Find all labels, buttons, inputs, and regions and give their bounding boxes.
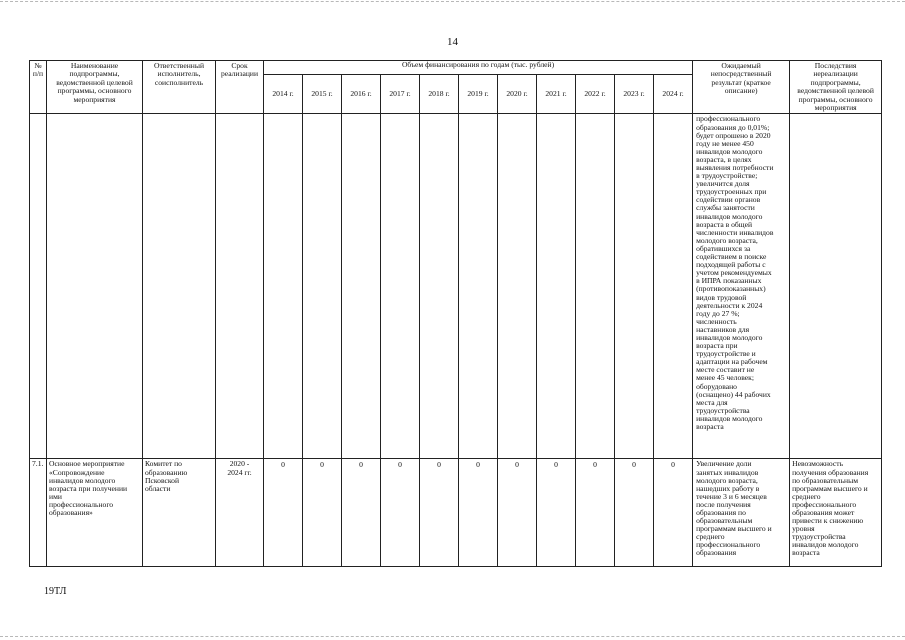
funding-value: 0 — [342, 459, 381, 567]
header-year: 2024 г. — [654, 74, 693, 114]
header-year: 2021 г. — [537, 74, 576, 114]
table-row — [30, 114, 882, 459]
continued-result-cell: профессионального образования до 0,01%; будет опрошено в 2020 году не менее 450 инвалидов молодого возраста, в целях выявления потребности в трудоустройстве; увеличится доля трудоустроенных при содействии органов службы занятости инвалидов молодого возраста в общей численности инвалидов молодого возраста, обратившихся за содействием в поиске подходящей работы с учетом рекомендуемых в ИПРА показанных (противопоказанных) видов трудовой деятельности к 2024 году до 27 %; численность наставников для инвалидов молодого возраста при трудоустройстве и адаптации на рабочем месте составит не менее 45 человек; оборудовано (оснащено) 44 рабочих места для трудоустройства инвалидов молодого возраста — [693, 114, 790, 459]
header-no: № п/п — [30, 61, 47, 114]
activity-name: Основное мероприятие «Сопровождение инвалидов молодого возраста при получении ими профессионального образования» — [47, 459, 143, 567]
activity-executor: Комитет по образованию Псковской области — [143, 459, 216, 567]
empty-cell — [47, 114, 143, 459]
funding-value: 0 — [498, 459, 537, 567]
page-top-edge — [0, 1, 905, 2]
header-year: 2016 г. — [342, 74, 381, 114]
empty-cell — [790, 114, 882, 459]
header-term: Срок реализации — [216, 61, 264, 114]
header-year: 2015 г. — [303, 74, 342, 114]
header-year: 2020 г. — [498, 74, 537, 114]
funding-value: 0 — [264, 459, 303, 567]
row-number: 7.1. — [30, 459, 47, 567]
funding-value: 0 — [576, 459, 615, 567]
empty-cell — [537, 114, 576, 459]
empty-cell — [654, 114, 693, 459]
funding-table — [29, 60, 882, 567]
page-bottom-edge — [0, 636, 905, 637]
expected-result: Увеличение доли занятых инвалидов молодого возраста, нашедших работу в течение 3 и 6 месяцев после получения образования по образовательным программам высшего и среднего профессионального образования — [693, 459, 790, 567]
header-name: Наименование подпрограммы, ведомственной целевой программы, основного мероприятия — [47, 61, 143, 114]
funding-value: 0 — [654, 459, 693, 567]
funding-value: 0 — [381, 459, 420, 567]
funding-value: 0 — [420, 459, 459, 567]
empty-cell — [576, 114, 615, 459]
empty-cell — [498, 114, 537, 459]
page-number: 14 — [447, 36, 458, 48]
empty-cell — [143, 114, 216, 459]
non-implementation-consequence: Невозможность получения образования по образовательным программам высшего и среднего профессионального образования может привести к снижению уровня трудоустройства инвалидов молодого возраста — [790, 459, 882, 567]
funding-value: 0 — [615, 459, 654, 567]
empty-cell — [381, 114, 420, 459]
header-funding-group: Объем финансирования по годам (тыс. рублей) — [264, 61, 693, 75]
header-year: 2019 г. — [459, 74, 498, 114]
funding-value: 0 — [459, 459, 498, 567]
header-consequence: Последствия нереализации подпрограммы, ведомственной целевой программы, основного мероприятия — [790, 61, 882, 114]
empty-cell — [303, 114, 342, 459]
header-year: 2014 г. — [264, 74, 303, 114]
header-year: 2017 г. — [381, 74, 420, 114]
funding-value: 0 — [303, 459, 342, 567]
empty-cell — [420, 114, 459, 459]
funding-value: 0 — [537, 459, 576, 567]
header-year: 2018 г. — [420, 74, 459, 114]
empty-cell — [216, 114, 264, 459]
empty-cell — [30, 114, 47, 459]
empty-cell — [264, 114, 303, 459]
header-executor: Ответственный исполнитель, соисполнитель — [143, 61, 216, 114]
table-row — [30, 459, 882, 567]
document-code: 19ТЛ — [44, 586, 67, 597]
empty-cell — [459, 114, 498, 459]
header-result: Ожидаемый непосредственный результат (краткое описание) — [693, 61, 790, 114]
activity-term: 2020 - 2024 гг. — [216, 459, 264, 567]
header-year: 2022 г. — [576, 74, 615, 114]
empty-cell — [342, 114, 381, 459]
empty-cell — [615, 114, 654, 459]
header-year: 2023 г. — [615, 74, 654, 114]
